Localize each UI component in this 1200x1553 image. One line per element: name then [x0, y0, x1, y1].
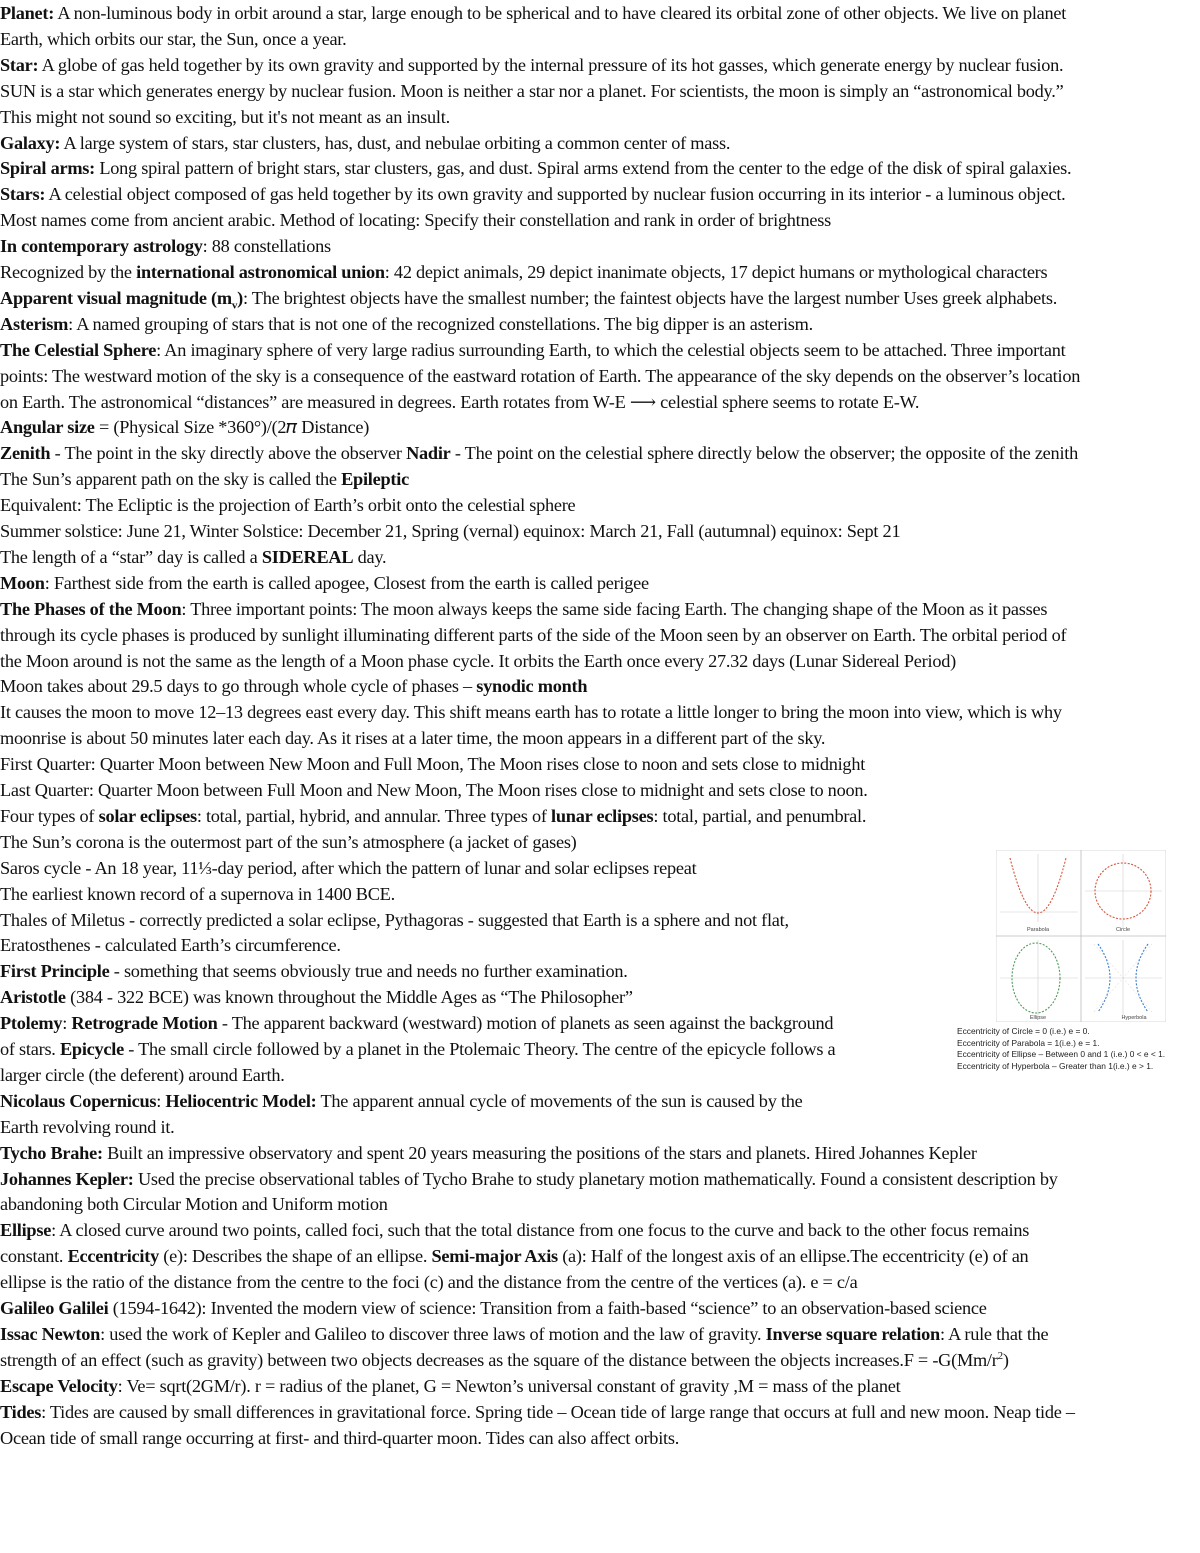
bold-term: Eccentricity: [67, 1246, 159, 1267]
text-run: larger circle (the deferent) around Earth.: [0, 1064, 285, 1085]
text-run: Ocean tide of small range occurring at first- and third-quarter moon. Tides can also affect orbits.: [0, 1427, 680, 1448]
bold-term: Spiral arms:: [0, 158, 96, 179]
text-line: [0, 570, 649, 596]
bold-term: Zenith: [0, 443, 51, 464]
text-line: [0, 1347, 1009, 1373]
text-run: : 88 constellations: [202, 236, 331, 257]
bold-term: lunar eclipses: [551, 805, 654, 826]
text-line: [0, 233, 331, 259]
text-run: : Ve= sqrt(2GM/r). r = radius of the planet, G = Newton’s universal constant of gravity ,M = mass of the planet: [117, 1375, 901, 1396]
text-line: [0, 259, 1047, 285]
text-run: Four types of: [0, 805, 99, 826]
text-run: The length of a “star” day is called a: [0, 546, 262, 567]
text-run: : A named grouping of stars that is not one of the recognized constellations. The big dipper is an asterism.: [68, 313, 813, 334]
text-run: Earth revolving round it.: [0, 1116, 175, 1137]
bold-term: Ellipse: [0, 1220, 52, 1241]
bold-term: Moon: [0, 572, 45, 593]
text-run: Used the precise observational tables of Tycho Brahe to study planetary motion mathematically. Found a consistent description by: [133, 1168, 1058, 1189]
bold-term: Stars:: [0, 184, 46, 205]
text-line: [0, 0, 1066, 26]
ellipse-caption: Ellipse: [1029, 1015, 1047, 1021]
text-line: [0, 1295, 987, 1321]
text-run: : total, partial, hybrid, and annular. Three types of: [196, 805, 552, 826]
text-run: strength of an effect (such as gravity) between two objects decreases as the square of the distance between the objects increases.F = -G(Mm/r: [0, 1349, 998, 1370]
text-line: [0, 932, 341, 958]
text-line: [0, 855, 696, 881]
text-run: on Earth. The astronomical “distances” are measured in degrees. Earth rotates from W-E ⟶ celestial sphere seems to rotate E-W.: [0, 391, 920, 412]
text-run: - The point in the sky directly above the observer: [50, 443, 407, 464]
text-run: of stars.: [0, 1039, 60, 1059]
text-run: = (Physical Size *360°)/(2𝜋 Distance): [94, 417, 370, 438]
text-line: [0, 440, 1078, 466]
text-line: [0, 414, 369, 440]
bold-term: Nadir: [406, 443, 451, 464]
text-run: (384 - 322 BCE) was known throughout the Middle Ages as “The Philosopher”: [65, 987, 633, 1008]
bold-term: Asterism: [0, 313, 69, 334]
text-run: : Farthest side from the earth is called apogee, Closest from the earth is called perigee: [44, 572, 649, 593]
conic-sections-figure: [996, 850, 1166, 1022]
eccentricity-note-circle: Eccentricity of Circle = 0 (i.e.) e = 0.: [957, 1026, 1090, 1036]
text-line: [0, 699, 1062, 725]
bold-term: international astronomical union: [136, 262, 385, 282]
text-run: the Moon around is not the same as the length of a Moon phase cycle. It orbits the Earth once every 27.32 days (Lunar Sidereal Period): [0, 650, 956, 671]
bold-term: Angular size: [0, 417, 95, 438]
text-line: [0, 829, 577, 855]
text-line: [0, 1269, 857, 1295]
text-line: [0, 466, 409, 492]
eccentricity-note-ellipse: Eccentricity of Ellipse – Between 0 and 1 (i.e.) 0 < e < 1.: [957, 1049, 1166, 1059]
bold-term: Apparent visual magnitude (m: [0, 287, 232, 308]
bold-term: Ptolemy: [0, 1013, 63, 1034]
text-run: Most names come from ancient arabic. Method of locating: Specify their constellation and rank in order of brightness: [0, 210, 831, 231]
bold-term: The Celestial Sphere: [0, 339, 157, 360]
bold-term: Aristotle: [0, 987, 66, 1008]
text-run: The apparent annual cycle of movements of the sun is caused by the: [316, 1090, 803, 1111]
text-line: [0, 673, 587, 699]
text-line: [0, 181, 1066, 207]
text-run: : A closed curve around two points, called foci, such that the total distance from one focus to the curve and back to the other focus remains: [51, 1220, 1030, 1241]
text-line: [0, 337, 1065, 363]
text-run: - something that seems obviously true and needs no further examination.: [109, 961, 628, 982]
text-run: : Tides are caused by small differences in gravitational force. Spring tide – Ocean tide of large range that occurs at full and new moon. Neap tide –: [41, 1401, 1075, 1422]
text-line: [0, 1373, 900, 1399]
text-run: A globe of gas held together by its own gravity and supported by the internal pressure of its hot gasses, which generate energy by nuclear fusion.: [38, 54, 1064, 75]
text-line: [0, 26, 346, 52]
bold-term: solar eclipses: [98, 805, 197, 826]
text-line: [0, 78, 1063, 104]
text-run: : The brightest objects have the smallest number; the faintest objects have the largest number Uses greek alphabets.: [242, 287, 1058, 308]
text-run: The Sun’s corona is the outermost part of the sun’s atmosphere (a jacket of gases): [0, 831, 577, 852]
circle-caption: Circle: [1115, 927, 1131, 933]
text-line: [0, 1217, 1029, 1243]
text-line: [0, 1062, 285, 1088]
eccentricity-note-parabola: Eccentricity of Parabola = 1(i.e.) e = 1.: [957, 1037, 1100, 1048]
text-line: [0, 622, 1066, 648]
bold-term: synodic month: [476, 676, 588, 697]
text-run: :: [156, 1090, 166, 1111]
text-line: [0, 1088, 803, 1114]
bold-term: Inverse square relation: [765, 1323, 940, 1344]
text-run: The Sun’s apparent path on the sky is called the: [0, 469, 342, 490]
bold-term: Planet:: [0, 3, 55, 23]
text-run: : total, partial, and penumbral.: [653, 805, 867, 826]
text-line: [0, 363, 1080, 389]
text-line: [0, 155, 1071, 181]
text-line: [0, 984, 633, 1010]
text-run: : Three important points: The moon always keeps the same side facing Earth. The changing shape of the Moon as it passes: [181, 598, 1048, 619]
text-line: [0, 725, 825, 751]
text-run: Saros cycle - An 18 year, 11⅓-day period, after which the pattern of lunar and solar eclipses repeat: [0, 857, 697, 878]
eccentricity-note-hyperbola: Eccentricity of Hyperbola – Greater than 1(i.e.) e > 1.: [957, 1060, 1154, 1071]
text-line: [0, 207, 831, 233]
bold-term: Retrograde Motion: [71, 1013, 218, 1034]
bold-term: Issac Newton: [0, 1323, 101, 1344]
bold-term: Epileptic: [341, 469, 409, 490]
bold-term: Epicycle: [59, 1039, 124, 1059]
text-run: abandoning both Circular Motion and Uniform motion: [0, 1194, 388, 1215]
text-line: [0, 52, 1063, 78]
text-run: 2: [997, 1349, 1003, 1362]
text-run: A large system of stars, star clusters, has, dust, and nebulae orbiting a common center of mass.: [60, 132, 731, 153]
text-run: : 42 depict animals, 29 depict inanimate objects, 17 depict humans or mythological characters: [384, 262, 1048, 282]
text-run: day.: [353, 546, 387, 567]
bold-term: Tycho Brahe:: [0, 1142, 103, 1163]
eccentricity-notes: [957, 1026, 1197, 1072]
text-line: [0, 311, 813, 337]
bold-term: ): [237, 287, 243, 308]
bold-term: SIDEREAL: [261, 546, 354, 567]
bold-term: v: [231, 299, 238, 312]
text-line: [0, 1036, 835, 1062]
hyperbola-caption: Hyperbola: [1121, 1015, 1147, 1021]
text-run: (1594-1642): Invented the modern view of science: Transition from a faith-based “science” to an observation-based science: [108, 1298, 987, 1318]
text-line: [0, 1191, 388, 1217]
text-run: : A rule that the: [939, 1323, 1049, 1344]
text-line: [0, 389, 919, 415]
bold-term: Johannes Kepler:: [0, 1168, 134, 1189]
bold-term: Galaxy:: [0, 132, 61, 153]
bold-term: In contemporary astrology: [0, 236, 203, 257]
text-run: - The small circle followed by a planet in the Ptolemaic Theory. The centre of the epicycle follows a: [123, 1039, 836, 1059]
text-line: [0, 285, 1057, 311]
text-run: (e): Describes the shape of an ellipse.: [158, 1246, 432, 1267]
text-line: [0, 958, 628, 984]
text-run: The earliest known record of a supernova in 1400 BCE.: [0, 883, 395, 904]
text-run: - The point on the celestial sphere directly below the observer; the opposite of the zenith: [450, 443, 1078, 464]
text-run: : used the work of Kepler and Galileo to discover three laws of motion and the law of gravity.: [100, 1323, 766, 1344]
text-line: [0, 1140, 977, 1166]
bold-term: First Principle: [0, 961, 110, 982]
text-line: [0, 777, 868, 803]
text-line: [0, 1321, 1048, 1347]
text-run: Long spiral pattern of bright stars, star clusters, gas, and dust. Spiral arms extend from the center to the edge of the disk of spiral galaxies.: [95, 158, 1072, 179]
bold-term: Nicolaus Copernicus: [0, 1090, 157, 1111]
text-line: [0, 518, 900, 544]
bold-term: Semi-major Axis: [431, 1246, 558, 1267]
text-run: Last Quarter: Quarter Moon between Full Moon and New Moon, The Moon rises close to midnight and sets close to noon.: [0, 780, 868, 800]
parabola-caption: Parabola: [1026, 927, 1050, 933]
text-line: [0, 492, 575, 518]
text-line: [0, 596, 1047, 622]
text-run: moonrise is about 50 minutes later each day. As it rises at a later time, the moon appears in a different part of the sky.: [0, 728, 826, 749]
text-line: [0, 803, 866, 829]
bold-term: Heliocentric Model:: [165, 1090, 317, 1111]
bold-term: Tides: [0, 1401, 42, 1422]
bold-term: Star:: [0, 54, 39, 75]
text-line: [0, 544, 386, 570]
text-run: - The apparent backward (westward) motion of planets as seen against the background: [217, 1013, 834, 1034]
text-run: Moon takes about 29.5 days to go through whole cycle of phases –: [0, 676, 477, 697]
text-line: [0, 1399, 1075, 1425]
text-line: [0, 907, 789, 933]
text-run: Earth, which orbits our star, the Sun, once a year.: [0, 28, 347, 49]
text-line: [0, 1114, 175, 1140]
text-line: [0, 1243, 1028, 1269]
bold-term: The Phases of the Moon: [0, 598, 182, 619]
text-run: A non-luminous body in orbit around a star, large enough to be spherical and to have cleared its orbital zone of other objects. We live on planet: [54, 3, 1067, 23]
text-line: [0, 751, 865, 777]
text-run: Recognized by the: [0, 262, 137, 282]
text-run: : An imaginary sphere of very large radius surrounding Earth, to which the celestial objects seem to be attached. Three important: [156, 339, 1066, 360]
text-line: [0, 104, 450, 130]
text-run: This might not sound so exciting, but it's not meant as an insult.: [0, 106, 450, 127]
text-run: through its cycle phases is produced by sunlight illuminating different parts of the side of the Moon seen by an observer on Earth. The orbital period of: [0, 624, 1067, 645]
text-run: Built an impressive observatory and spent 20 years measuring the positions of the stars and planets. Hired Johannes Kepler: [102, 1142, 977, 1163]
text-line: [0, 1010, 833, 1036]
text-line: [0, 648, 956, 674]
text-run: points: The westward motion of the sky is a consequence of the eastward rotation of Earth. The appearance of the sky depends on the observer’s location: [0, 365, 1081, 386]
text-run: SUN is a star which generates energy by nuclear fusion. Moon is neither a star nor a planet. For scientists, the moon is simply an “astronomical body.”: [0, 80, 1064, 101]
text-run: Summer solstice: June 21, Winter Solstice: December 21, Spring (vernal) equinox: March 21, Fall (autumnal) equinox: Sept 21: [0, 521, 901, 541]
text-run: constant.: [0, 1246, 68, 1267]
text-line: [0, 881, 395, 907]
text-run: First Quarter: Quarter Moon between New Moon and Full Moon, The Moon rises close to noon and sets close to midnight: [0, 754, 866, 775]
text-line: [0, 1425, 679, 1451]
bold-term: Escape Velocity: [0, 1375, 118, 1396]
text-run: (a): Half of the longest axis of an ellipse.The eccentricity (e) of an: [557, 1246, 1029, 1267]
text-run: Equivalent: The Ecliptic is the projection of Earth’s orbit onto the celestial sphere: [0, 495, 576, 516]
text-run: Eratosthenes - calculated Earth’s circumference.: [0, 935, 341, 956]
text-line: [0, 130, 730, 156]
bold-term: Galileo Galilei: [0, 1298, 109, 1318]
text-run: :: [62, 1013, 72, 1034]
text-run: ): [1002, 1349, 1009, 1370]
text-run: It causes the moon to move 12–13 degrees east every day. This shift means earth has to rotate a little longer to bring the moon into view, which is why: [0, 702, 1062, 723]
text-line: [0, 1166, 1058, 1192]
text-run: A celestial object composed of gas held together by its own gravity and supported by nuclear fusion occurring in its interior - a luminous object.: [45, 184, 1066, 205]
text-run: ellipse is the ratio of the distance from the centre to the foci (c) and the distance from the centre of the vertices (a). e = c/a: [0, 1272, 858, 1293]
text-run: Thales of Miletus - correctly predicted a solar eclipse, Pythagoras - suggested that Earth is a sphere and not flat,: [0, 909, 789, 930]
